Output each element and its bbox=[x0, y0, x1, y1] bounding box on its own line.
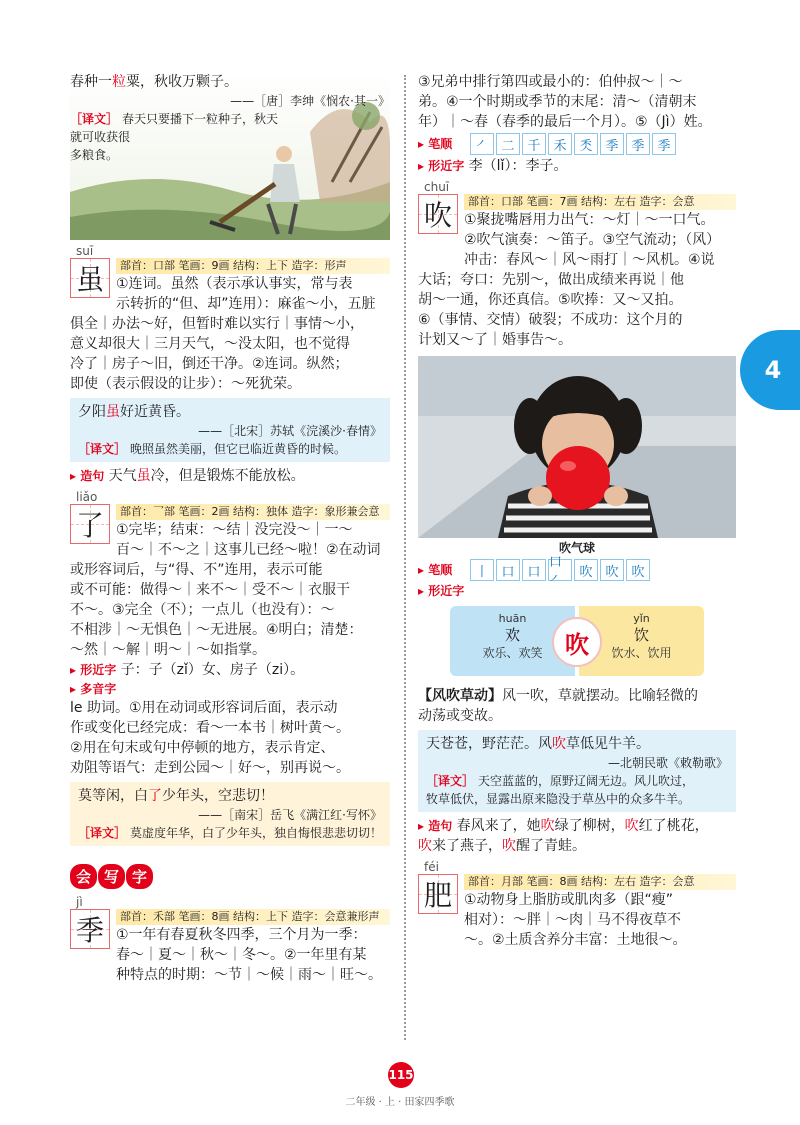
entry-char: 季 bbox=[75, 914, 104, 947]
stroke-step: 丨 bbox=[470, 559, 494, 581]
poem-text: 春种一 bbox=[70, 74, 112, 90]
compare-char: 欢 bbox=[504, 626, 520, 644]
sentence-highlight: 吹 bbox=[502, 838, 516, 854]
poem-text: 天苍苍，野茫茫。风 bbox=[426, 736, 552, 752]
poem-translation bbox=[70, 110, 390, 146]
stroke-step: 吹 bbox=[574, 559, 598, 581]
similar-text: 子：子（zǐ）女、房子（zi）。 bbox=[120, 662, 305, 678]
translation-text: 牧草低伏，显露出原来隐没于草丛中的众多牛羊。 bbox=[426, 792, 691, 806]
idiom bbox=[418, 686, 736, 726]
definition-line: 胡～一通，你还真信。⑤吹捧：又～又拍。 bbox=[418, 292, 683, 308]
definition-line: ①连词。虽然（表示承认事实，常与表 bbox=[116, 276, 353, 292]
poem-text: 粟，秋收万颗子。 bbox=[126, 74, 238, 90]
polyphone-line: ②用在句末或句中停顿的地方，表示肯定、 bbox=[70, 740, 335, 756]
pinyin: suī bbox=[76, 244, 94, 258]
stroke-step: 二 bbox=[496, 133, 520, 155]
stroke-step: 禾 bbox=[548, 133, 572, 155]
similar-char bbox=[418, 156, 736, 176]
poem-line bbox=[426, 734, 728, 754]
definition-line: ①聚拢嘴唇用力出气：～灯｜～一口气。 bbox=[464, 212, 715, 228]
column-divider bbox=[404, 75, 406, 1040]
compare-words: 欢乐、欢笑 bbox=[482, 646, 543, 660]
definition-line: 或不可能：做得～｜来不～｜受不～｜衣服干 bbox=[70, 582, 350, 598]
definition-line: ①完毕；结束：～结｜没完没～｜一～ bbox=[116, 522, 353, 538]
definition-line: 意义却很大｜三月天气，～没太阳，也不觉得 bbox=[70, 336, 350, 352]
poem-citation: ——［北宋］苏轼《浣溪沙·春情》 bbox=[198, 424, 382, 438]
poem-line bbox=[78, 402, 382, 422]
entry-fei bbox=[418, 860, 736, 950]
poem-line bbox=[70, 72, 390, 92]
balloon-photo bbox=[418, 356, 736, 538]
char-meta: 部首：口部 笔画：7画 结构：左右 造字：会意 bbox=[464, 194, 736, 210]
similar-tag: ▸ 形近字 bbox=[70, 663, 116, 677]
definition-line: ～然｜～解｜明～｜～如指掌。 bbox=[70, 642, 266, 658]
page-number: 115 bbox=[388, 1062, 414, 1088]
char-meta: 部首：口部 笔画：9画 结构：上下 造字：形声 bbox=[116, 258, 390, 274]
pinyin: féi bbox=[424, 860, 439, 874]
sentence-text: 冷，但是锻炼不能放松。 bbox=[150, 468, 305, 484]
sentence-highlight: 虽 bbox=[136, 468, 151, 484]
polyphone-tag: ▸ 多音字 bbox=[70, 680, 390, 698]
char-box bbox=[418, 194, 458, 234]
sentence-tag: ▸ 造句 bbox=[70, 469, 104, 483]
poem-box bbox=[70, 398, 390, 462]
section-char: 会 bbox=[70, 864, 97, 889]
sentence-text: 醒了青蛙。 bbox=[516, 838, 586, 854]
polyphone-line: 劝阻等语气：走到公园～｜好～，别再说～。 bbox=[70, 760, 350, 776]
stroke-step: 千 bbox=[522, 133, 546, 155]
entry-char: 吹 bbox=[423, 199, 452, 232]
section-char: 字 bbox=[126, 864, 153, 889]
entry-liao bbox=[70, 490, 390, 846]
char-box bbox=[70, 258, 110, 298]
similar-tag: ▸ 形近字 bbox=[418, 582, 736, 600]
polyphone-line: le 助词。①用在动词或形容词后面，表示动 bbox=[70, 700, 338, 716]
definition-line: ①一年有春夏秋冬四季，三个月为一季： bbox=[116, 927, 367, 943]
stroke-step: 季 bbox=[652, 133, 676, 155]
translation-tag: ［译文］ bbox=[70, 112, 119, 126]
girl-blowing-balloon-image bbox=[418, 356, 736, 538]
poem-citation: ——［唐］李绅《悯农·其一》 bbox=[230, 94, 390, 108]
pinyin: jì bbox=[76, 895, 83, 909]
definition-line: 不～。③完全（不）；一点儿（也没有）：～ bbox=[70, 602, 335, 618]
definition-line: 相对）：～胖｜～肉｜马不得夜草不 bbox=[464, 912, 681, 928]
stroke-step: 季 bbox=[600, 133, 624, 155]
poem-citation: ——［南宋］岳飞《满江红·写怀》 bbox=[198, 808, 382, 822]
poem-text: 少年头，空悲切！ bbox=[162, 788, 274, 804]
definition-line: ③兄弟中排行第四或最小的：伯仲叔～｜～ bbox=[418, 74, 683, 90]
sentence-text: 天气 bbox=[108, 468, 137, 484]
poem-citation: —北朝民歌《敕勒歌》 bbox=[607, 756, 728, 770]
sentence-highlight: 吹 bbox=[624, 818, 639, 834]
sentence-highlight: 吹 bbox=[418, 838, 432, 854]
entry-ji-continued bbox=[418, 72, 736, 176]
definition-line: 百～｜不～之｜这事儿已经～啦！②在动词 bbox=[116, 542, 381, 558]
compare-words: 饮水、饮用 bbox=[611, 646, 672, 660]
poem-line bbox=[78, 786, 382, 806]
section-title-write-chars bbox=[70, 864, 154, 889]
stroke-tag: ▸ 笔顺 bbox=[418, 561, 470, 579]
char-box bbox=[70, 909, 110, 949]
definition-line: ①动物身上脂肪或肌肉多（跟“瘦” bbox=[464, 892, 674, 908]
stroke-step: 口 bbox=[522, 559, 546, 581]
polyphone-line: 作或变化已经完成：看～一本书｜树叶黄～。 bbox=[70, 720, 350, 736]
page-footer: 二年级 · 上 · 田家四季歌 bbox=[345, 1097, 455, 1108]
char-meta: 部首：乛部 笔画：2画 结构：独体 造字：象形兼会意 bbox=[116, 504, 390, 520]
compare-pinyin: yǐn bbox=[633, 612, 650, 625]
poem-translation bbox=[78, 824, 382, 842]
definition-line: 大话；夸口：先别～，做出成绩来再说｜他 bbox=[418, 272, 684, 288]
definition-line: 春～｜夏～｜秋～｜冬～。②一年里有某 bbox=[116, 947, 367, 963]
poem-box bbox=[70, 782, 390, 846]
poem-text: 莫等闲，白 bbox=[78, 788, 148, 804]
sentence-text: 红了桃花， bbox=[638, 818, 709, 834]
definition-line: 或形容词后，与“得、不”连用，表示可能 bbox=[70, 562, 323, 578]
poem-text: 好近黄昏。 bbox=[120, 404, 190, 420]
definition-line: 不相涉｜～无惧色｜～无进展。④明白；清楚： bbox=[70, 622, 363, 638]
translation-text: 莫虚度年华，白了少年头，独自悔恨悲悲切切！ bbox=[130, 826, 382, 840]
definition-line: ②吹气演奏：～笛子。③空气流动；（风） bbox=[464, 232, 721, 248]
poem-translation bbox=[78, 440, 382, 458]
char-box bbox=[418, 874, 458, 914]
example-sentence bbox=[418, 816, 736, 836]
photo-caption: 吹气球 bbox=[558, 541, 595, 555]
poem-text: 草低见牛羊。 bbox=[566, 736, 650, 752]
definition-line: 种特点的时期：～节｜～候｜雨～｜旺～。 bbox=[116, 967, 382, 983]
stroke-tag: ▸ 笔顺 bbox=[418, 135, 470, 153]
entry-char: 虽 bbox=[75, 263, 104, 296]
definition-line: ⑥（事情、交情）破裂；不成功：这个月的 bbox=[418, 312, 683, 328]
sentence-text: 春风来了，她 bbox=[456, 818, 541, 834]
definition-line: 冲击：春风～｜风～雨打｜～风机。④说 bbox=[464, 252, 715, 268]
char-box bbox=[70, 504, 110, 544]
entry-char: 肥 bbox=[423, 879, 452, 912]
translation-text: 春天只要播下一粒种子，秋天就可收获很 bbox=[70, 112, 279, 144]
definition-line: 俱全｜办法～好，但暂时难以实行｜事情～小， bbox=[70, 316, 364, 332]
entry-chui bbox=[418, 180, 736, 856]
translation-text: 天空蓝蓝的，原野辽阔无边。风儿吹过， bbox=[478, 774, 695, 788]
stroke-step: 秂 bbox=[574, 133, 598, 155]
poem-highlight-char: 了 bbox=[148, 788, 162, 804]
translation-text: 晚照虽然美丽，但它已临近黄昏的时候。 bbox=[130, 442, 347, 456]
example-sentence-cont bbox=[418, 836, 736, 856]
translation-tag: ［译文］ bbox=[78, 442, 127, 456]
poem-highlight-char: 吹 bbox=[552, 736, 566, 752]
stroke-step: 吹 bbox=[600, 559, 624, 581]
definition-line: 年）｜～春（春季的最后一个月）。⑤（Jì）姓。 bbox=[418, 114, 712, 130]
entry-char: 了 bbox=[75, 509, 104, 542]
sentence-text: 来了燕子， bbox=[432, 838, 502, 854]
poem-highlight-char: 粒 bbox=[112, 74, 126, 90]
translation-tag: ［译文］ bbox=[426, 774, 475, 788]
entry-ji bbox=[70, 895, 390, 985]
pinyin: chuī bbox=[424, 180, 450, 194]
stroke-step: 季 bbox=[626, 133, 650, 155]
definition-line: 示转折的“但、却”连用）：麻雀～小，五脏 bbox=[116, 296, 376, 312]
idiom-text: 动荡或变故。 bbox=[418, 708, 502, 724]
definition-line: ～。②土质含养分丰富：土地很～。 bbox=[464, 932, 687, 948]
translation-tag: ［译文］ bbox=[78, 826, 127, 840]
stroke-order bbox=[418, 555, 736, 589]
stroke-step: ㇒ bbox=[470, 133, 494, 155]
entry-sui bbox=[70, 244, 390, 486]
example-sentence bbox=[70, 466, 390, 486]
idiom-term: 【风吹草动】 bbox=[418, 688, 502, 704]
char-meta: 部首：月部 笔画：8画 结构：左右 造字：会意 bbox=[464, 874, 736, 890]
idiom-text: 风一吹，草就摆动。比喻轻微的 bbox=[502, 688, 698, 704]
left-column bbox=[70, 72, 390, 985]
poem-nongfu bbox=[70, 72, 390, 240]
right-column bbox=[418, 72, 736, 950]
poem-translation bbox=[426, 772, 728, 790]
stroke-step: 口 bbox=[496, 559, 520, 581]
sentence-highlight: 吹 bbox=[540, 818, 555, 834]
stroke-step: 口㇒ bbox=[548, 559, 572, 581]
unit-badge: 4 bbox=[740, 330, 800, 410]
sentence-tag: ▸ 造句 bbox=[418, 819, 452, 833]
stroke-step: 吹 bbox=[626, 559, 650, 581]
similar-char-compare bbox=[450, 606, 704, 676]
definition-line: 即使（表示假设的让步）：～死犹荣。 bbox=[70, 376, 301, 392]
poem-highlight-char: 虽 bbox=[106, 404, 120, 420]
similar-text: 李（lǐ）：李子。 bbox=[468, 158, 568, 174]
pinyin: liǎo bbox=[76, 490, 98, 504]
stroke-order bbox=[418, 132, 736, 156]
definition-line: 冷了｜房子～旧，倒还干净。②连词。纵然； bbox=[70, 356, 349, 372]
compare-char: 饮 bbox=[633, 626, 649, 644]
char-meta: 部首：禾部 笔画：8画 结构：上下 造字：会意兼形声 bbox=[116, 909, 390, 925]
compare-center-char: 吹 bbox=[552, 617, 602, 667]
poem-translation-cont: 多粮食。 bbox=[70, 148, 119, 162]
similar-tag: ▸ 形近字 bbox=[418, 159, 464, 173]
compare-pinyin: huān bbox=[498, 612, 527, 625]
poem-text: 夕阳 bbox=[78, 404, 106, 420]
similar-char bbox=[70, 660, 390, 680]
definition-line: 弟。④一个时期或季节的末尾：清～（清朝末 bbox=[418, 94, 697, 110]
definition-line: 计划又～了｜婚事告～。 bbox=[418, 332, 572, 348]
poem-box bbox=[418, 730, 736, 812]
section-char: 写 bbox=[98, 864, 125, 889]
sentence-text: 绿了柳树， bbox=[554, 818, 625, 834]
